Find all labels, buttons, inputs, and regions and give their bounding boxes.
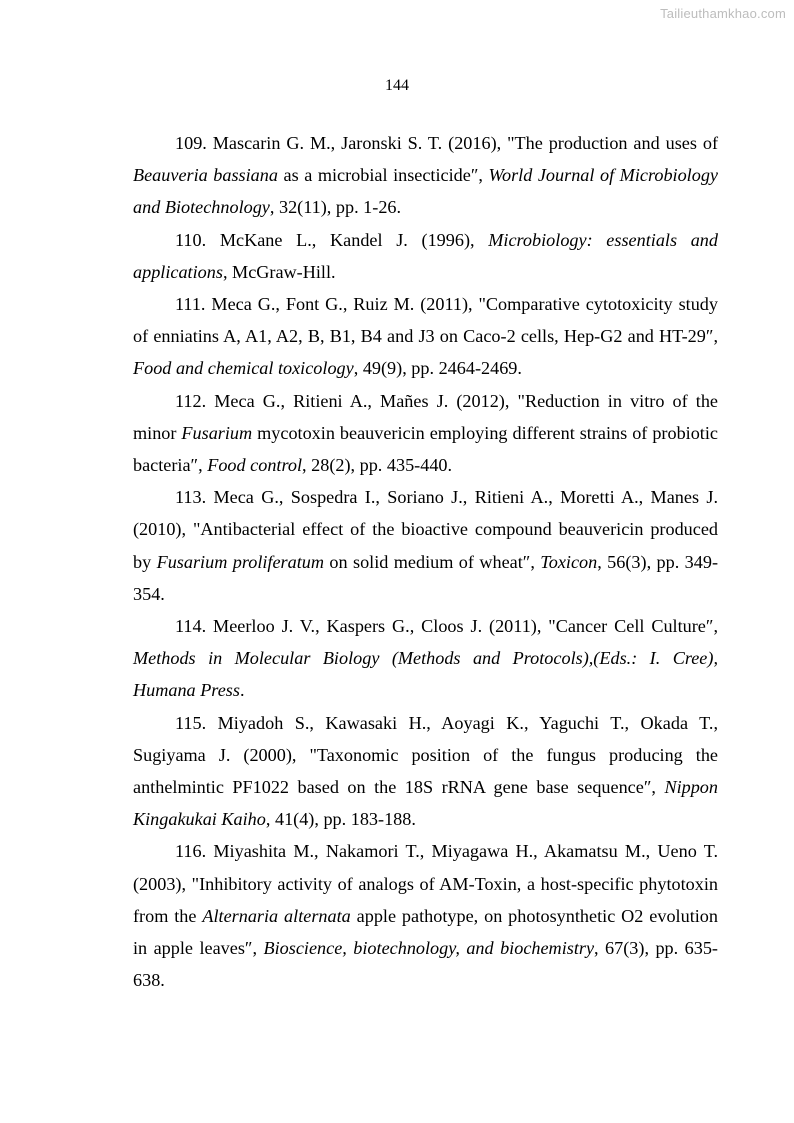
reference-text: Miyadoh S., Kawasaki H., Aoyagi K., Yaguchi T., Okada T., Sugiyama J. (2000), "Taxonomic position of the fungus producing the anthelmintic PF1022 based on the 18S rRNA gene base sequence″, bbox=[133, 712, 718, 798]
reference-italic-text: Methods in Molecular Biology (Methods and Protocols),(Eds.: I. Cree), Humana Press bbox=[133, 648, 718, 701]
reference-text: Mascarin G. M., Jaronski S. T. (2016), "The production and uses of bbox=[206, 133, 718, 153]
reference-italic-text: Nippon Kingakukai Kaiho bbox=[133, 777, 718, 830]
reference-list bbox=[133, 127, 718, 996]
reference-number: 115. bbox=[175, 712, 207, 733]
reference-italic-text: Fusarium proliferatum bbox=[156, 551, 325, 572]
reference-entry bbox=[133, 288, 718, 385]
watermark: Tailieuthamkhao.com bbox=[660, 6, 786, 21]
reference-entry bbox=[133, 835, 718, 996]
page-number: 144 bbox=[385, 77, 409, 94]
reference-entry bbox=[133, 127, 718, 224]
reference-text: . bbox=[239, 680, 245, 701]
reference-text: as a microbial insecticide″, bbox=[277, 165, 489, 186]
reference-text: McKane L., Kandel J. (1996), bbox=[206, 229, 489, 250]
reference-number: 113. bbox=[175, 487, 207, 508]
reference-text: , 67(3), pp. 635-638. bbox=[133, 938, 718, 991]
reference-italic-text: Fusarium bbox=[181, 422, 253, 443]
reference-italic-text: World Journal of Microbiology and Biotechnology bbox=[133, 165, 719, 218]
reference-text: , 49(9), pp. 2464-2469. bbox=[353, 358, 522, 379]
reference-text: Meca G., Ritieni A., Mañes J. (2012), "Reduction in vitro of the minor bbox=[133, 390, 718, 443]
reference-text: , 41(4), pp. 183-188. bbox=[265, 809, 416, 830]
reference-italic-text: Bioscience, biotechnology, and biochemistry bbox=[263, 938, 595, 959]
reference-text: Meca G., Font G., Ruiz M. (2011), "Comparative cytotoxicity study of enniatins A, A1, A2, B, B1, B4 and J3 on Caco-2 cells, Hep-G2 and HT-29″, bbox=[133, 294, 718, 347]
reference-entry bbox=[133, 224, 718, 288]
reference-text: , 28(2), pp. 435-440. bbox=[302, 455, 453, 476]
reference-text: on solid medium of wheat″, bbox=[324, 551, 541, 572]
reference-text: , 56(3), pp. 349-354. bbox=[133, 551, 719, 604]
reference-entry bbox=[133, 707, 718, 836]
reference-text: Meca G., Sospedra I., Soriano J., Ritieni A., Moretti A., Manes J. (2010), "Antibacterial effect of the bioactive compound beauvericin produced by bbox=[133, 487, 718, 572]
reference-number: 112. bbox=[175, 390, 207, 411]
reference-italic-text: Beauveria bassiana bbox=[133, 165, 278, 186]
reference-italic-text: Toxicon bbox=[540, 551, 598, 572]
reference-italic-text: Microbiology: essentials and applications bbox=[133, 229, 718, 282]
reference-text: Miyashita M., Nakamori T., Miyagawa H., Akamatsu M., Ueno T. (2003), "Inhibitory activity of analogs of AM-Toxin, a host-specific phytotoxin from the bbox=[133, 841, 718, 926]
reference-number: 109. bbox=[175, 133, 207, 153]
reference-number: 111. bbox=[175, 294, 206, 315]
reference-italic-text: Alternaria alternata bbox=[202, 905, 351, 926]
reference-text: , McGraw-Hill. bbox=[222, 261, 336, 282]
reference-text: mycotoxin beauvericin employing different strains of probiotic bacteria″, bbox=[133, 422, 718, 476]
reference-text: , 32(11), pp. 1-26. bbox=[269, 197, 402, 218]
reference-number: 114. bbox=[175, 616, 207, 637]
reference-number: 110. bbox=[175, 229, 207, 250]
reference-italic-text: Food control bbox=[207, 455, 303, 476]
reference-entry bbox=[133, 385, 718, 482]
reference-italic-text: Food and chemical toxicology bbox=[133, 358, 354, 379]
reference-text: Meerloo J. V., Kaspers G., Cloos J. (2011), "Cancer Cell Culture″, bbox=[206, 616, 718, 637]
reference-number: 116. bbox=[175, 841, 207, 862]
reference-entry bbox=[133, 481, 718, 610]
reference-entry bbox=[133, 610, 718, 707]
reference-text: apple pathotype, on photosynthetic O2 evolution in apple leaves″, bbox=[133, 905, 718, 959]
